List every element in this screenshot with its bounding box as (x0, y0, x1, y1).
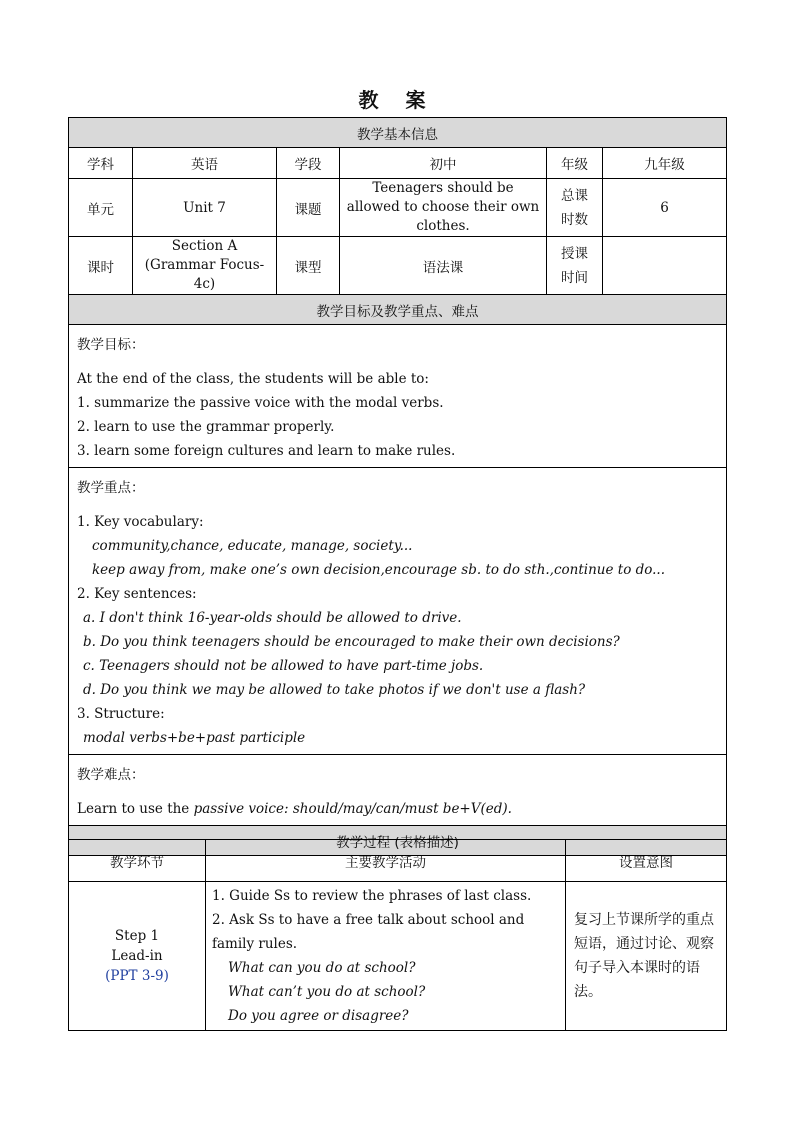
step-cell (69, 882, 206, 1031)
goal-item: 1. summarize the passive voice with the modal verbs. (77, 395, 444, 411)
total-hours-label: 总课时数 (547, 179, 603, 237)
goals-heading: 教学目标： (77, 337, 145, 353)
difficulty-text (77, 797, 718, 821)
period-label: 课时 (69, 237, 133, 295)
section-basic-info: 教学基本信息 (69, 118, 727, 148)
topic-value: Teenagers should be allowed to choose their own clothes. (340, 179, 547, 237)
key-points-cell (69, 468, 727, 755)
activity-item: 2. Ask Ss to have a free talk about school and family rules. (212, 912, 525, 952)
process-table (68, 839, 727, 1031)
subject-label: 学科 (69, 148, 133, 179)
section-process: 教学过程 (表格描述) (69, 826, 727, 856)
difficulty-text-plain: Learn to use the (77, 801, 194, 817)
total-hours-value: 6 (603, 179, 727, 237)
period-line-2: (Grammar Focus-4c) (144, 257, 265, 292)
step-name: Step 1 (114, 928, 160, 944)
unit-label: 单元 (69, 179, 133, 237)
col-step-header: 教学环节 (69, 840, 206, 882)
grade-label: 年级 (547, 148, 603, 179)
activity-item: 1. Guide Ss to review the phrases of last class. (212, 888, 532, 904)
subject-value: 英语 (133, 148, 277, 179)
page-title: 教 案 (358, 88, 436, 112)
key-vocab-line: keep away from, make one’s own decision,encourage sb. to do sth.,continue to do... (92, 562, 666, 578)
key-sentences-label: 2. Key sentences: (77, 586, 197, 602)
purpose-cell: 复习上节课所学的重点短语，通过讨论、观察句子导入本课时的语法。 (566, 882, 727, 1031)
activity-question: Do you agree or disagree? (228, 1008, 409, 1024)
col-purpose-header: 设置意图 (566, 840, 727, 882)
goal-item: 3. learn some foreign cultures and learn to make rules. (77, 443, 456, 459)
period-value (133, 237, 277, 295)
grade-value: 九年级 (603, 148, 727, 179)
step-ppt: (PPT 3-9) (105, 968, 169, 984)
structure-formula: modal verbs+be+past participle (83, 730, 306, 746)
goals-cell (69, 325, 727, 468)
difficulty-cell (69, 755, 727, 826)
col-activity-header: 主要教学活动 (206, 840, 566, 882)
key-points-heading: 教学重点： (77, 480, 145, 496)
goal-item: 2. learn to use the grammar properly. (77, 419, 335, 435)
difficulty-text-italic: passive voice: should/may/can/must be+V(ed). (193, 801, 512, 817)
stage-value: 初中 (340, 148, 547, 179)
key-vocab-line: community,chance, educate, manage, society... (92, 538, 413, 554)
key-sentence: a. I don't think 16-year-olds should be allowed to drive. (83, 610, 462, 626)
activity-question: What can’t you do at school? (228, 984, 426, 1000)
goals-intro: At the end of the class, the students will be able to: (77, 371, 429, 387)
key-sentence: d. Do you think we may be allowed to take photos if we don't use a flash? (83, 682, 586, 698)
key-vocab-label: 1. Key vocabulary: (77, 514, 204, 530)
teach-time-label: 授课时间 (547, 237, 603, 295)
difficulty-heading: 教学难点： (77, 767, 145, 783)
teach-time-value (603, 237, 727, 295)
key-sentence: b. Do you think teenagers should be encouraged to make their own decisions? (83, 634, 620, 650)
activity-question: What can you do at school? (228, 960, 416, 976)
type-value: 语法课 (340, 237, 547, 295)
key-sentence: c. Teenagers should not be allowed to have part-time jobs. (83, 658, 484, 674)
activity-cell (206, 882, 566, 1031)
section-objectives: 教学目标及教学重点、难点 (69, 295, 727, 325)
type-label: 课型 (277, 237, 340, 295)
stage-label: 学段 (277, 148, 340, 179)
topic-label: 课题 (277, 179, 340, 237)
period-line-1: Section A (171, 238, 238, 254)
step-sub: Lead-in (111, 948, 163, 964)
structure-label: 3. Structure: (77, 706, 165, 722)
unit-value: Unit 7 (133, 179, 277, 237)
lesson-plan-table (68, 117, 727, 856)
